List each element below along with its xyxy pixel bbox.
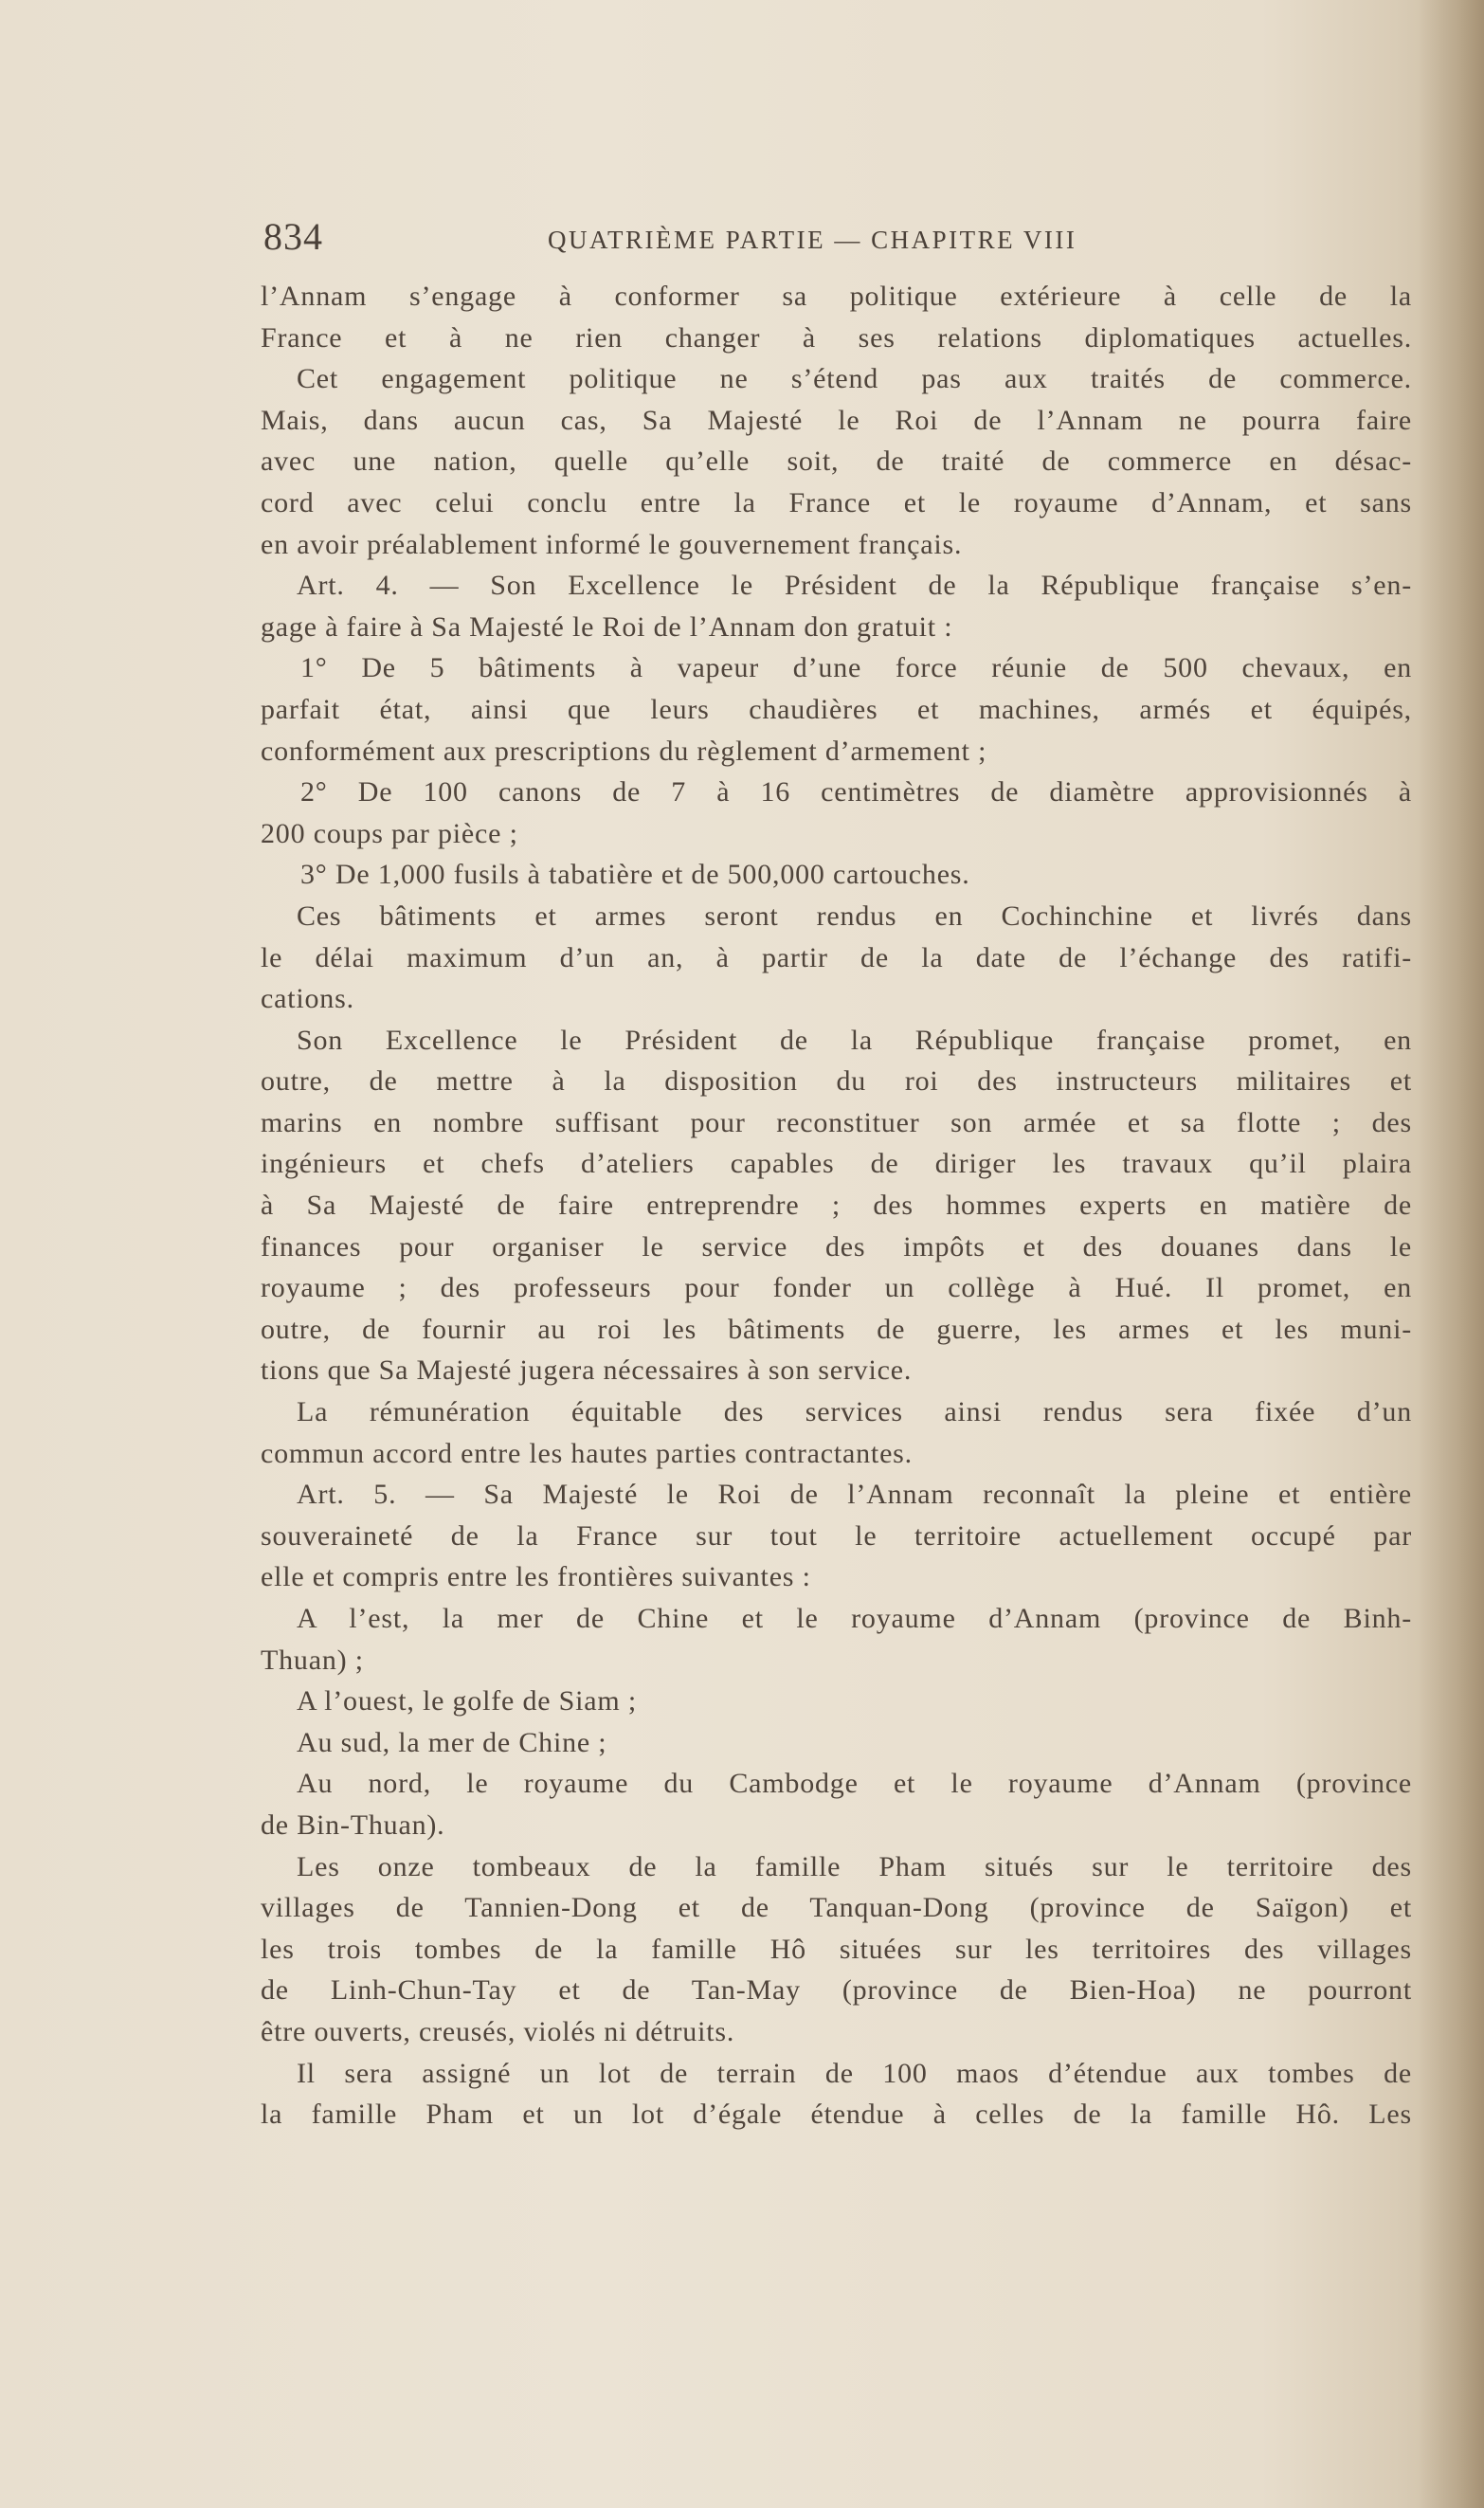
text-line: Mais, dans aucun cas, Sa Majesté le Roi de l’Annam ne pourra faire: [261, 404, 1412, 436]
text-line: 2° De 100 canons de 7 à 16 centimètres de diamètre approvisionnés à: [300, 776, 1412, 809]
text-line: Son Excellence le Président de la République française promet, en: [297, 1024, 1412, 1056]
text-line: elle et compris entre les frontières suivantes :: [261, 1561, 811, 1593]
text-line: Les onze tombeaux de la famille Pham situés sur le territoire des: [297, 1850, 1412, 1882]
page-header: [263, 214, 1410, 271]
text-line: de Bin-Thuan).: [261, 1808, 445, 1841]
text-line: Art. 5. — Sa Majesté le Roi de l’Annam reconnaît la pleine et entière: [297, 1479, 1412, 1511]
text-line: être ouverts, creusés, violés ni détruits.: [261, 2015, 735, 2047]
text-line: parfait état, ainsi que leurs chaudières et machines, armés et équipés,: [261, 693, 1412, 725]
text-line: de Linh-Chun-Tay et de Tan-May (province de Bien-Hoa) ne pourront: [261, 1974, 1412, 2007]
text-line: finances pour organiser le service des impôts et des douanes dans le: [261, 1230, 1412, 1263]
text-line: tions que Sa Majesté jugera nécessaires à son service.: [261, 1354, 913, 1387]
page-edge-shadow: [1418, 0, 1484, 2508]
text-line: conformément aux prescriptions du règlement d’armement ;: [261, 735, 987, 767]
text-line: Cet engagement politique ne s’étend pas aux traités de commerce.: [297, 363, 1412, 395]
text-line: gage à faire à Sa Majesté le Roi de l’Annam don gratuit :: [261, 610, 953, 643]
text-line: à Sa Majesté de faire entreprendre ; des hommes experts en matière de: [261, 1190, 1412, 1222]
text-line: outre, de fournir au roi les bâtiments de guerre, les armes et les muni-: [261, 1313, 1412, 1345]
text-line: Thuan) ;: [261, 1644, 364, 1676]
text-line: 3° De 1,000 fusils à tabatière et de 500,000 cartouches.: [300, 859, 970, 891]
text-line: A l’est, la mer de Chine et le royaume d’Annam (province de Binh-: [297, 1603, 1412, 1634]
text-line: Art. 4. — Son Excellence le Président de la République française s’en-: [297, 570, 1412, 602]
page-number: 834: [263, 215, 323, 258]
text-line: outre, de mettre à la disposition du roi des instructeurs militaires et: [261, 1065, 1412, 1098]
running-head: QUATRIÈME PARTIE — CHAPITRE VIII: [548, 226, 1077, 254]
text-line: l’Annam s’engage à conformer sa politique extérieure à celle de la: [261, 281, 1412, 312]
text-line: souveraineté de la France sur tout le territoire actuellement occupé par: [261, 1519, 1412, 1552]
text-line: avec une nation, quelle qu’elle soit, de traité de commerce en désac-: [261, 445, 1412, 478]
text-line: Au sud, la mer de Chine ;: [297, 1726, 607, 1758]
text-line: La rémunération équitable des services ainsi rendus sera fixée d’un: [297, 1396, 1412, 1428]
text-line: France et à ne rien changer à ses relations diplomatiques actuelles.: [261, 321, 1412, 354]
text-line: la famille Pham et un lot d’égale étendue à celles de la famille Hô. Les: [261, 2099, 1412, 2131]
text-line: cations.: [261, 983, 354, 1015]
text-line: le délai maximum d’un an, à partir de la date de l’échange des ratifi-: [261, 941, 1412, 973]
text-line: commun accord entre les hautes parties contractantes.: [261, 1437, 913, 1469]
text-line: Il sera assigné un lot de terrain de 100 maos d’étendue aux tombes de: [297, 2057, 1412, 2089]
text-line: Au nord, le royaume du Cambodge et le royaume d’Annam (province: [297, 1768, 1412, 1800]
text-line: Ces bâtiments et armes seront rendus en Cochinchine et livrés dans: [297, 900, 1412, 932]
text-line: A l’ouest, le golfe de Siam ;: [297, 1685, 637, 1717]
text-line: marins en nombre suffisant pour reconstituer son armée et sa flotte ; des: [261, 1106, 1412, 1138]
text-line: ingénieurs et chefs d’ateliers capables de diriger les travaux qu’il plaira: [261, 1148, 1412, 1180]
text-line: les trois tombes de la famille Hô situées sur les territoires des villages: [261, 1933, 1412, 1965]
text-line: en avoir préalablement informé le gouvernement français.: [261, 528, 963, 560]
body-text: [261, 276, 1412, 2135]
text-line: cord avec celui conclu entre la France et le royaume d’Annam, et sans: [261, 486, 1412, 518]
text-line: 200 coups par pièce ;: [261, 817, 518, 849]
text-line: 1° De 5 bâtiments à vapeur d’une force réunie de 500 chevaux, en: [300, 652, 1412, 684]
text-line: royaume ; des professeurs pour fonder un collège à Hué. Il promet, en: [261, 1272, 1412, 1304]
text-line: villages de Tannien-Dong et de Tanquan-Dong (province de Saïgon) et: [261, 1892, 1412, 1924]
